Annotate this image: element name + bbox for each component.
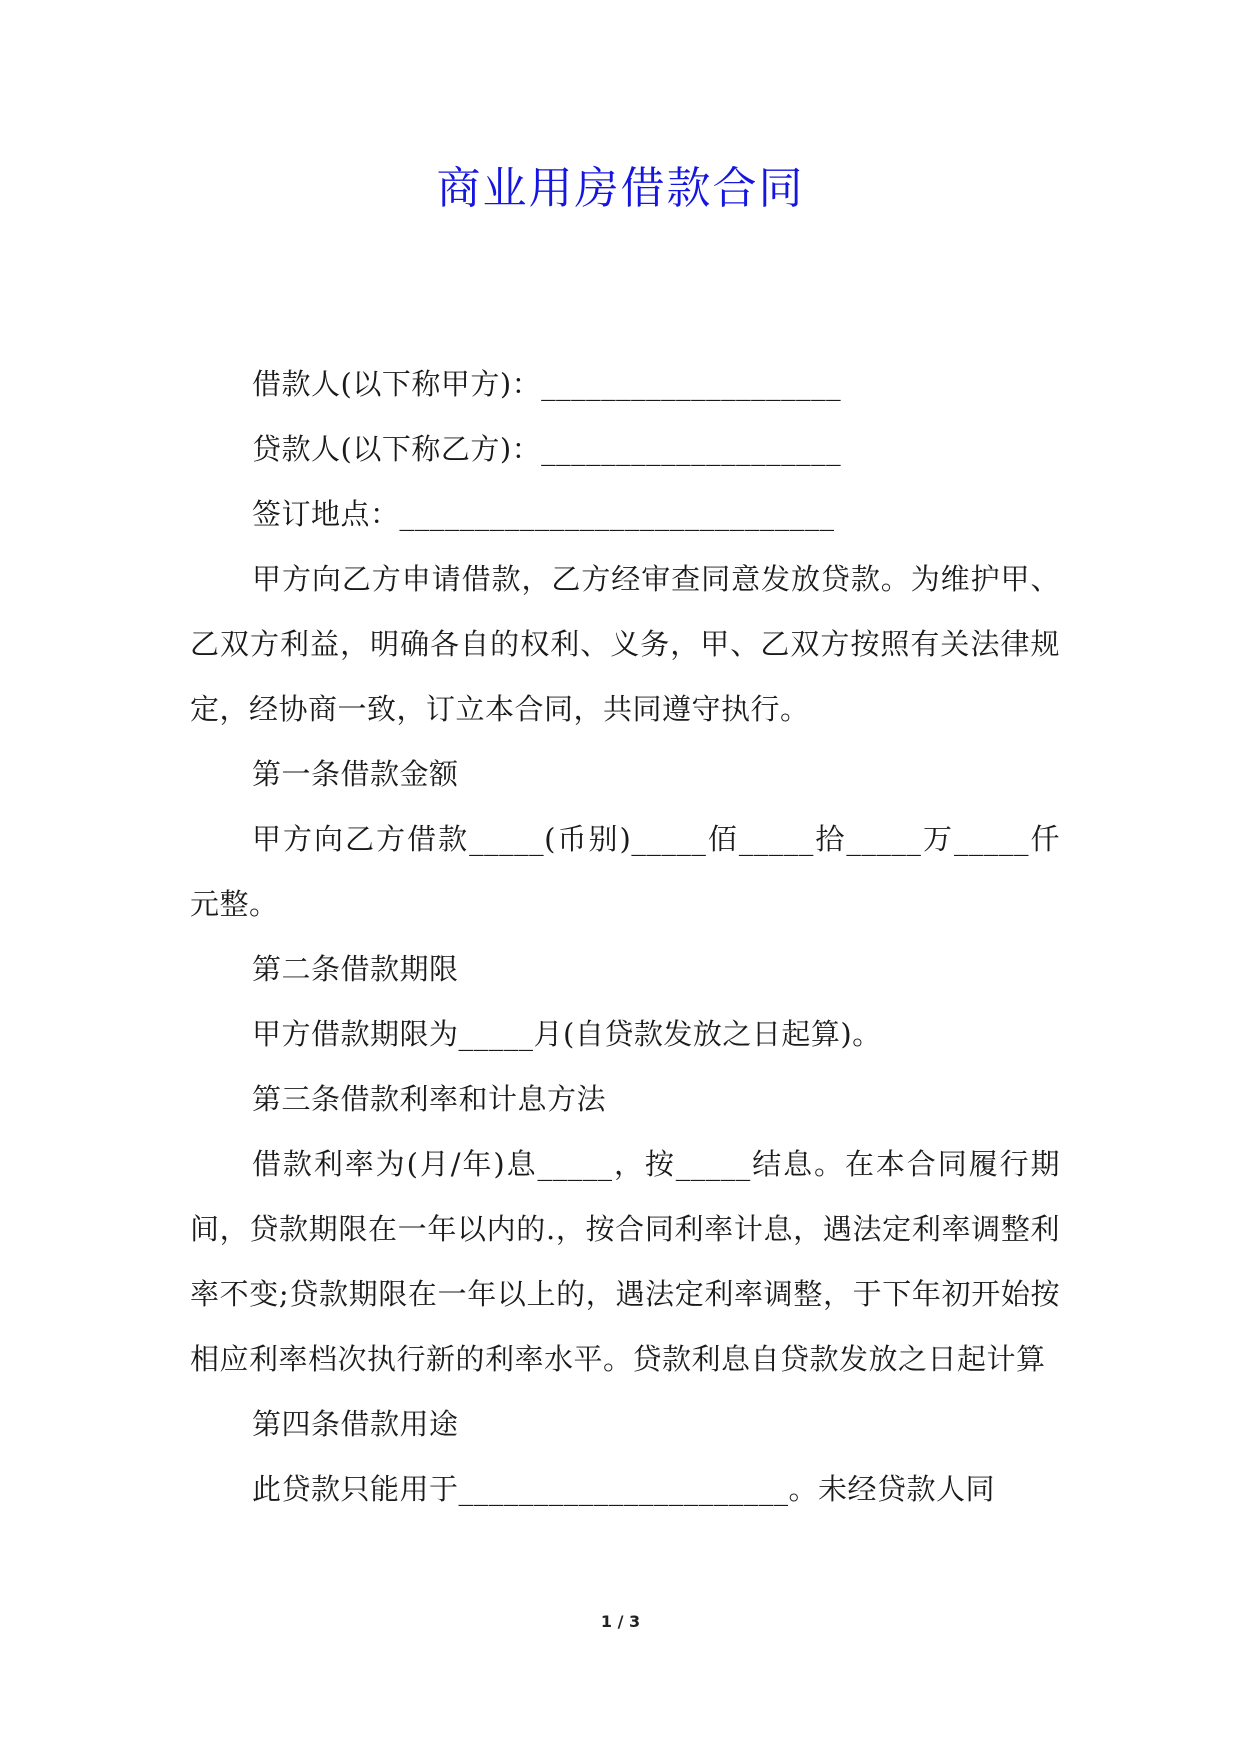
signing-location-line: 签订地点：_____________________________ [252,497,835,531]
article-1-text: 甲方向乙方借款_____(币别)_____佰_____拾_____万_____仟元整。 [190,822,1060,921]
contract-body [190,352,1060,1522]
article-1-heading: 第一条借款金额 [252,757,459,791]
page-number: 1 / 3 [600,1612,641,1631]
article-4-text: 此贷款只能用于______________________。未经贷款人同 [252,1472,996,1506]
article-4-heading: 第四条借款用途 [252,1407,459,1441]
lender-line: 贷款人(以下称乙方)：____________________ [252,432,842,466]
article-3-text: 借款利率为(月/年)息_____，按_____结息。在本合同履行期间，贷款期限在一年以内的.，按合同利率计息，遇法定利率调整利率不变;贷款期限在一年以上的，遇法定利率调整，于下年初开始按相应利率档次执行新的利率水平。贷款利息自贷款发放之日起计算 [190,1147,1060,1376]
article-2-text: 甲方借款期限为_____月(自贷款发放之日起算)。 [252,1017,882,1051]
article-2-heading: 第二条借款期限 [252,952,459,986]
preamble-paragraph: 甲方向乙方申请借款，乙方经审查同意发放贷款。为维护甲、乙双方利益，明确各自的权利、义务，甲、乙双方按照有关法律规定，经协商一致，订立本合同，共同遵守执行。 [190,562,1060,726]
article-3-heading: 第三条借款利率和计息方法 [252,1082,607,1116]
borrower-line: 借款人(以下称甲方)：____________________ [252,367,842,401]
page-title: 商业用房借款合同 [436,163,805,214]
